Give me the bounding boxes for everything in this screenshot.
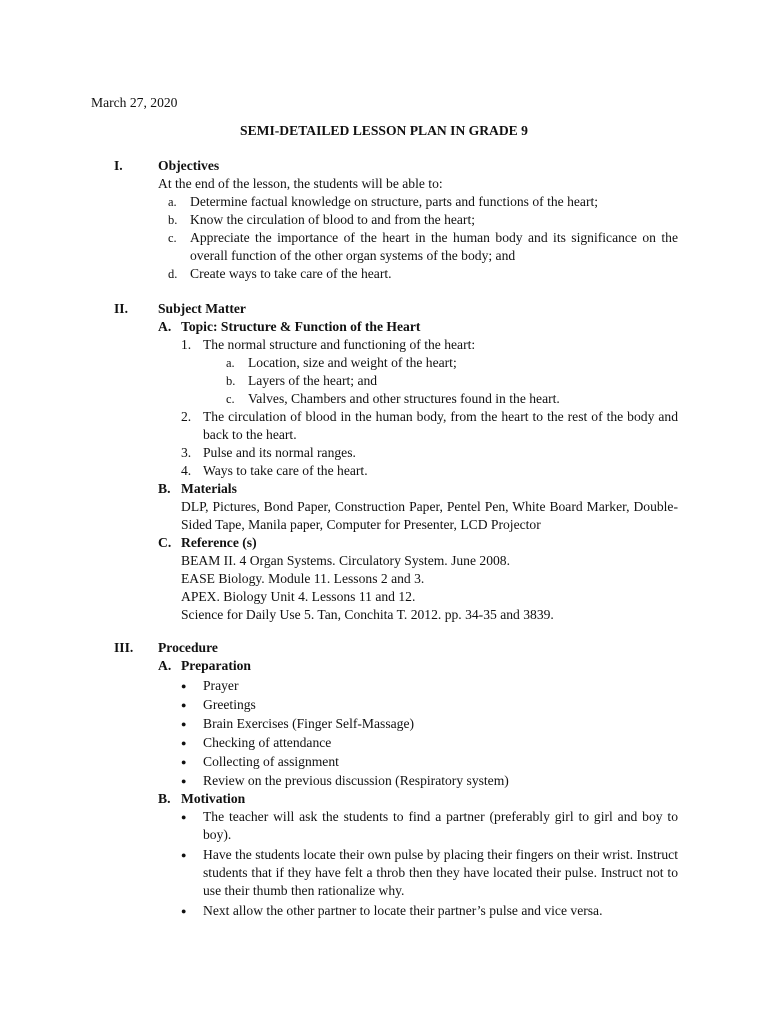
bullet-icon: ● [181,906,187,916]
item-label: b. [226,374,236,388]
reference-item: APEX. Biology Unit 4. Lessons 11 and 12. [181,589,416,604]
item-label: a. [168,195,177,209]
item-text: Collecting of assignment [203,754,339,769]
subsection-label: C. [158,535,172,550]
list-item [158,265,678,283]
bullet-icon: ● [181,738,187,748]
bullet-icon: ● [181,700,187,710]
item-text: The normal structure and functioning of the heart: [203,337,476,352]
list-item [158,354,678,372]
reference-item: BEAM II. 4 Organ Systems. Circulatory System. June 2008. [181,553,510,568]
item-text: Next allow the other partner to locate their partner’s pulse and vice versa. [203,903,603,918]
subsection-motivation [158,790,678,808]
bullet-icon: ● [181,850,187,860]
subsection-heading: Reference (s) [181,535,257,550]
document-title: SEMI-DETAILED LESSON PLAN IN GRADE 9 [240,123,528,138]
item-text: Have the students locate their own pulse by placing their fingers on their wrist. Instruct students that if they have felt a throb then they have located their pulse. Instruct not to use their thumb then rationalize why. [203,847,678,898]
item-label: a. [226,356,235,370]
item-text: The teacher will ask the students to find a partner (preferably girl to girl and boy to boy). [203,809,678,842]
subsection-topic [158,318,678,336]
subsection-preparation [158,657,678,675]
item-label: c. [226,392,235,406]
item-text: The circulation of blood in the human body, from the heart to the rest of the body and back to the heart. [203,409,678,442]
list-item [158,696,678,714]
item-text: Checking of attendance [203,735,332,750]
section-heading: Procedure [158,640,218,655]
list-item [158,444,678,462]
section-heading: Objectives [158,158,220,173]
section-numeral: III. [114,640,134,655]
subsection-label: B. [158,481,171,496]
document-date: March 27, 2020 [91,95,178,110]
list-item [158,753,678,771]
item-label: b. [168,213,178,227]
item-text: Create ways to take care of the heart. [190,266,392,281]
item-text: Review on the previous discussion (Respiratory system) [203,773,509,788]
section-heading: Subject Matter [158,301,246,316]
item-label: c. [168,231,177,245]
list-item [158,846,678,900]
item-text: Layers of the heart; and [248,373,378,388]
item-text: Prayer [203,678,239,693]
item-text: Brain Exercises (Finger Self-Massage) [203,716,415,731]
subsection-materials [158,480,678,498]
list-item [158,715,678,733]
objectives-intro: At the end of the lesson, the students will be able to: [158,176,443,191]
item-text: Determine factual knowledge on structure, parts and functions of the heart; [190,194,599,209]
subsection-label: A. [158,658,172,673]
subsection-heading: Preparation [181,658,251,673]
item-text: Know the circulation of blood to and from the heart; [190,212,476,227]
item-text: Ways to take care of the heart. [203,463,368,478]
item-text: Greetings [203,697,256,712]
list-item [158,336,678,354]
section-numeral: II. [114,301,128,316]
item-label: d. [168,267,178,281]
bullet-icon: ● [181,681,187,691]
section-numeral: I. [114,158,123,173]
list-item [158,390,678,408]
list-item [158,193,678,211]
item-text: Location, size and weight of the heart; [248,355,457,370]
item-label: 2. [181,409,192,424]
list-item [158,902,678,920]
item-text: Appreciate the importance of the heart in the human body and its significance on the overall function of the other organ systems of the body; and [190,230,678,263]
reference-item: EASE Biology. Module 11. Lessons 2 and 3. [181,571,425,586]
list-item [158,229,678,265]
list-item [158,808,678,844]
subsection-heading: Motivation [181,791,246,806]
bullet-icon: ● [181,757,187,767]
reference-item: Science for Daily Use 5. Tan, Conchita T. 2012. pp. 34-35 and 3839. [181,607,554,622]
subsection-label: B. [158,791,171,806]
list-item [158,734,678,752]
item-text: Pulse and its normal ranges. [203,445,356,460]
item-text: Valves, Chambers and other structures found in the heart. [248,391,560,406]
bullet-icon: ● [181,719,187,729]
list-item [158,462,678,480]
list-item [158,677,678,695]
subsection-label: A. [158,319,172,334]
materials-text: DLP, Pictures, Bond Paper, Construction Paper, Pentel Pen, White Board Marker, Double-Sided Tape, Manila paper, Computer for Presenter, LCD Projector [181,499,678,532]
list-item [158,372,678,390]
bullet-icon: ● [181,776,187,786]
subsection-heading: Topic: Structure & Function of the Heart [181,319,421,334]
list-item [158,772,678,790]
list-item [158,408,678,444]
subsection-references [158,534,678,552]
item-label: 4. [181,463,192,478]
item-label: 3. [181,445,192,460]
item-label: 1. [181,337,192,352]
subsection-heading: Materials [181,481,237,496]
list-item [158,211,678,229]
bullet-icon: ● [181,812,187,822]
